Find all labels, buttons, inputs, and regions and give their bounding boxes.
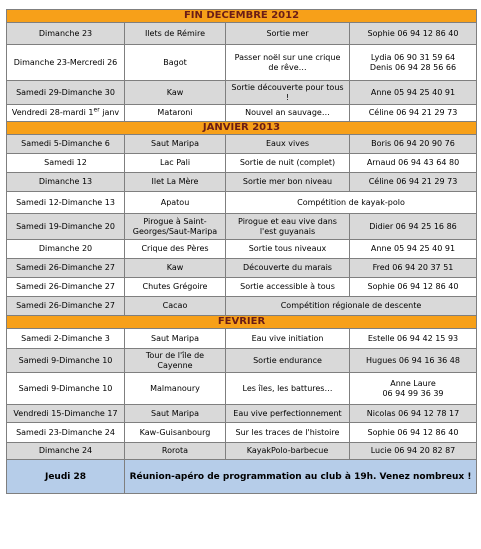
- event-date: [7, 214, 125, 240]
- contact-line: Estelle 06 94 42 15 93: [367, 333, 459, 343]
- event-place: Kaw-Guisanbourg: [125, 423, 226, 443]
- event-place: Mataroni: [125, 105, 226, 122]
- section-title: JANVIER 2013: [7, 122, 477, 135]
- event-row: [7, 329, 477, 349]
- event-description: Compétition régionale de descente: [226, 297, 477, 316]
- event-date-text: Samedi 23-Dimanche 24: [16, 427, 115, 437]
- event-date: [7, 329, 125, 349]
- event-place: Kaw: [125, 259, 226, 278]
- event-date: [7, 423, 125, 443]
- event-activity: Sortie endurance: [226, 349, 350, 373]
- footer-message: Réunion-apéro de programmation au club à 19h. Venez nombreux !: [125, 460, 477, 494]
- event-activity: Nouvel an sauvage…: [226, 105, 350, 122]
- event-place: Pirogue à Saint-Georges/Saut-Maripa: [125, 214, 226, 240]
- event-date: [7, 373, 125, 405]
- section-header: [7, 122, 477, 135]
- event-date: [7, 349, 125, 373]
- event-date-text: Samedi 9-Dimanche 10: [18, 383, 113, 393]
- event-row: [7, 405, 477, 423]
- event-contact: [350, 154, 477, 173]
- event-activity: Découverte du marais: [226, 259, 350, 278]
- contact-line: Sophie 06 94 12 86 40: [367, 282, 459, 291]
- event-contact: [350, 45, 477, 81]
- event-row: [7, 373, 477, 405]
- event-contact: [350, 278, 477, 297]
- event-date-text: Samedi 29-Dimanche 30: [16, 87, 115, 97]
- event-row: [7, 259, 477, 278]
- event-row: [7, 443, 477, 460]
- event-date-text: Samedi 12: [44, 158, 87, 167]
- event-date: [7, 405, 125, 423]
- event-date: [7, 259, 125, 278]
- event-date: [7, 23, 125, 45]
- contact-line: Céline 06 94 21 29 73: [368, 108, 458, 117]
- event-date: [7, 135, 125, 154]
- contact-line: Didier 06 94 25 16 86: [369, 221, 457, 231]
- event-description: Compétition de kayak-polo: [226, 192, 477, 214]
- event-contact: [350, 105, 477, 122]
- event-activity: Eau vive initiation: [226, 329, 350, 349]
- event-row: [7, 192, 477, 214]
- event-activity: Eaux vives: [226, 135, 350, 154]
- event-contact: [350, 259, 477, 278]
- contact-line: Céline 06 94 21 29 73: [368, 177, 458, 186]
- event-row: [7, 105, 477, 122]
- event-date-text: Samedi 26-Dimanche 27: [16, 301, 115, 310]
- contact-line: Anne Laure: [390, 378, 436, 388]
- event-contact: [350, 423, 477, 443]
- event-place: Rorota: [125, 443, 226, 460]
- event-contact: [350, 443, 477, 460]
- event-date-text: Dimanche 13: [38, 177, 93, 186]
- event-place: Saut Maripa: [125, 135, 226, 154]
- contact-line: Sophie 06 94 12 86 40: [367, 427, 459, 437]
- event-date-text: Samedi 19-Dimanche 20: [16, 221, 115, 231]
- section-header: [7, 10, 477, 23]
- event-date-text: Dimanche 24: [38, 446, 93, 455]
- event-date-text: Samedi 9-Dimanche 10: [18, 355, 113, 365]
- event-place: Chutes Grégoire: [125, 278, 226, 297]
- event-row: [7, 349, 477, 373]
- event-activity: Sortie de nuit (complet): [226, 154, 350, 173]
- event-contact: [350, 214, 477, 240]
- event-activity: Les îles, les battures…: [226, 373, 350, 405]
- event-date-text: Dimanche 23-Mercredi 26: [13, 57, 118, 67]
- event-contact: [350, 135, 477, 154]
- event-row: [7, 45, 477, 81]
- event-activity: Sortie mer: [226, 23, 350, 45]
- event-contact: [350, 240, 477, 259]
- event-activity: Pirogue et eau vive dans l'est guyanais: [226, 214, 350, 240]
- event-row: [7, 214, 477, 240]
- event-activity: KayakPolo-barbecue: [226, 443, 350, 460]
- section-title: FIN DECEMBRE 2012: [7, 10, 477, 23]
- event-activity: Eau vive perfectionnement: [226, 405, 350, 423]
- event-place: Saut Maripa: [125, 329, 226, 349]
- contact-line: Hugues 06 94 16 36 48: [366, 355, 460, 365]
- event-row: [7, 278, 477, 297]
- event-place: Cacao: [125, 297, 226, 316]
- event-row: [7, 154, 477, 173]
- calendar-table: [6, 9, 477, 494]
- event-date-text: Samedi 26-Dimanche 27: [16, 282, 115, 291]
- event-contact: [350, 349, 477, 373]
- event-row: [7, 423, 477, 443]
- event-date: [7, 443, 125, 460]
- event-place: Kaw: [125, 81, 226, 105]
- event-date: [7, 278, 125, 297]
- event-date: [7, 81, 125, 105]
- contact-line: Boris 06 94 20 90 76: [371, 139, 455, 148]
- section-header: [7, 316, 477, 329]
- contact-line: Arnaud 06 94 43 64 80: [366, 158, 460, 167]
- event-contact: [350, 173, 477, 192]
- event-activity: Sur les traces de l'histoire: [226, 423, 350, 443]
- event-date-text: Samedi 12-Dimanche 13: [16, 197, 115, 207]
- event-place: Saut Maripa: [125, 405, 226, 423]
- event-date: [7, 154, 125, 173]
- event-row: [7, 173, 477, 192]
- event-date-text: Vendredi 15-Dimanche 17: [13, 408, 118, 418]
- event-date-text: Samedi 2-Dimanche 3: [21, 333, 110, 343]
- footer-row: [7, 460, 477, 494]
- event-row: [7, 240, 477, 259]
- event-place: Tour de l'île de Cayenne: [125, 349, 226, 373]
- event-date-text: Dimanche 23: [38, 28, 93, 38]
- event-activity: Sortie tous niveaux: [226, 240, 350, 259]
- event-contact: [350, 329, 477, 349]
- contact-line: Lydia 06 90 31 59 64: [370, 52, 456, 62]
- event-place: Apatou: [125, 192, 226, 214]
- event-date: [7, 173, 125, 192]
- event-activity: Sortie découverte pour tous !: [226, 81, 350, 105]
- event-date: [7, 105, 125, 122]
- event-row: [7, 135, 477, 154]
- event-place: Crique des Pères: [125, 240, 226, 259]
- event-date-text: Samedi 26-Dimanche 27: [16, 263, 115, 272]
- event-place: Malmanoury: [125, 373, 226, 405]
- event-date-text: Dimanche 20: [38, 244, 93, 253]
- event-date: [7, 192, 125, 214]
- event-date: [7, 45, 125, 81]
- contact-line: Denis 06 94 28 56 66: [369, 62, 457, 72]
- contact-line: Anne 05 94 25 40 91: [370, 87, 456, 97]
- event-date-text: Samedi 5-Dimanche 6: [21, 139, 110, 148]
- contact-line: 06 94 99 36 39: [382, 388, 444, 398]
- event-date: [7, 297, 125, 316]
- date-ordinal: er: [93, 106, 100, 114]
- event-contact: [350, 373, 477, 405]
- event-place: Bagot: [125, 45, 226, 81]
- event-place: Lac Pali: [125, 154, 226, 173]
- event-contact: [350, 81, 477, 105]
- event-contact: [350, 23, 477, 45]
- event-date-text: Vendredi 28-mardi 1: [11, 108, 94, 117]
- event-date-tail: janv: [99, 108, 120, 117]
- contact-line: Nicolas 06 94 12 78 17: [366, 408, 460, 418]
- event-row: [7, 81, 477, 105]
- event-place: Ilets de Rémire: [125, 23, 226, 45]
- event-activity: Sortie mer bon niveau: [226, 173, 350, 192]
- event-contact: [350, 405, 477, 423]
- section-title: FEVRIER: [7, 316, 477, 329]
- contact-line: Sophie 06 94 12 86 40: [367, 28, 459, 38]
- event-activity: Passer noël sur une crique de rêve…: [226, 45, 350, 81]
- event-row: [7, 23, 477, 45]
- event-row: [7, 297, 477, 316]
- event-place: Ilet La Mère: [125, 173, 226, 192]
- contact-line: Fred 06 94 20 37 51: [372, 263, 454, 272]
- contact-line: Lucie 06 94 20 82 87: [370, 446, 456, 455]
- event-date: [7, 240, 125, 259]
- event-activity: Sortie accessible à tous: [226, 278, 350, 297]
- contact-line: Anne 05 94 25 40 91: [370, 244, 456, 253]
- footer-date: Jeudi 28: [7, 460, 125, 494]
